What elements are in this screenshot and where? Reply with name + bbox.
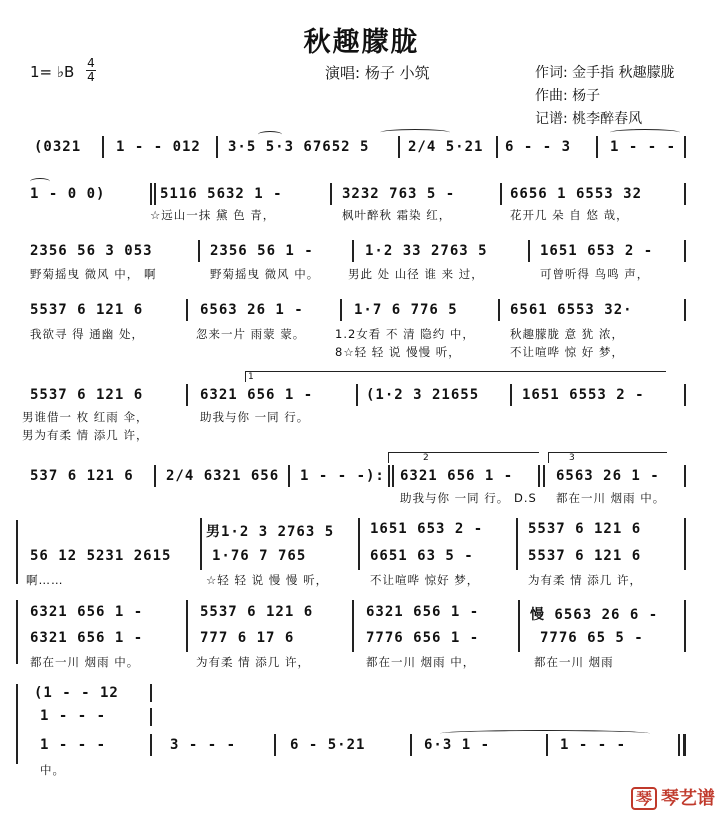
measure: 男1·2 3 2763 5 (206, 524, 335, 540)
repeat-end (388, 465, 390, 487)
measure: 1·7 6 776 5 (354, 302, 458, 318)
barline (330, 183, 332, 205)
measure: 1·76 7 765 (212, 548, 307, 564)
tie (440, 730, 650, 737)
barline (496, 136, 498, 158)
staff-brace (16, 520, 22, 584)
lyric: 都在一川 烟雨 中。 (556, 491, 666, 505)
tie (380, 129, 450, 136)
site-logo: 琴 琴艺谱 (631, 784, 715, 810)
measure: 6561 6553 32· (510, 302, 633, 318)
barline (358, 518, 360, 570)
lyric-verse2: 男为有柔 情 添几 许， (22, 428, 149, 442)
barline (684, 600, 686, 652)
lyric-verse2: 不让喧哗 惊 好 梦， (510, 345, 624, 359)
barline (684, 299, 686, 321)
measure: 6·3 1 - (424, 737, 491, 753)
measure: 537 6 121 6 (30, 468, 134, 484)
barline (200, 518, 202, 570)
barline (543, 465, 545, 487)
lyricist: 作词: 金手指 秋趣朦胧 (535, 65, 675, 81)
barline (538, 465, 540, 487)
barline (398, 136, 400, 158)
measure: 5116 5632 1 - (160, 186, 283, 202)
barline (186, 299, 188, 321)
transcriber: 记谱: 桃李醉春风 (535, 111, 643, 127)
barline (216, 136, 218, 158)
barline (510, 384, 512, 406)
measure: 6563 26 1 - (200, 302, 304, 318)
logo-mark-icon: 琴 (631, 787, 657, 810)
measure: 6 - - 3 (505, 139, 572, 155)
measure: 7776 656 1 - (366, 630, 480, 646)
measure: 2/4 6321 656 (166, 468, 280, 484)
barline (198, 240, 200, 262)
staff-brace (16, 600, 22, 664)
barline (150, 684, 152, 702)
measure: 56 12 5231 2615 (30, 548, 172, 564)
barline (274, 734, 276, 756)
measure: 7776 65 5 - (540, 630, 644, 646)
measure: 2356 56 3 053 (30, 243, 153, 259)
barline (102, 136, 104, 158)
volta-1: 1 (245, 371, 666, 382)
measure: 1·2 33 2763 5 (365, 243, 488, 259)
measure: 6321 656 1 - (200, 387, 314, 403)
barline (518, 600, 520, 652)
lyric: 助我与你 一同 行。 (200, 410, 310, 424)
lyric: 男此 处 山径 谁 来 过， (348, 267, 484, 281)
measure: 1 - - - (560, 737, 627, 753)
measure: 6656 1 6553 32 (510, 186, 643, 202)
lyric: 都在一川 烟雨 中， (366, 655, 476, 669)
lyric: 为有柔 情 添几 许， (196, 655, 310, 669)
volta-2: 2 (388, 452, 539, 463)
measure: 5537 6 121 6 (528, 548, 642, 564)
barline (150, 734, 152, 756)
lyric: 花开几 朵 自 悠 哉， (510, 208, 629, 222)
measure: 5537 6 121 6 (30, 387, 144, 403)
tie (30, 178, 50, 185)
measure: 6321 656 1 - (400, 468, 514, 484)
measure: 1651 653 2 - (370, 521, 484, 537)
lyric: 枫叶醉秋 霜染 红， (342, 208, 452, 222)
final-barline (678, 734, 680, 756)
final-barline (683, 734, 686, 756)
barline (684, 465, 686, 487)
measure: 6563 26 1 - (556, 468, 660, 484)
measure: 1 - - - (610, 139, 677, 155)
volta-3: 3 (548, 452, 667, 463)
barline (150, 708, 152, 726)
lyric: 都在一川 烟雨 中。 (30, 655, 140, 669)
barline (684, 136, 686, 158)
measure: 2356 56 1 - (210, 243, 314, 259)
barline (498, 299, 500, 321)
barline (410, 734, 412, 756)
singers: 演唱: 杨子 小筑 (325, 64, 430, 82)
barline (356, 384, 358, 406)
lyric: 男谁借一 枚 红雨 伞， (22, 410, 149, 424)
lyric: 野菊摇曳 微风 中。 (210, 267, 320, 281)
measure: (1·2 3 21655 (366, 387, 480, 403)
lyric: 我欲寻 得 通幽 处， (30, 327, 144, 341)
measure: 6651 63 5 - (370, 548, 474, 564)
barline (528, 240, 530, 262)
lyric: 啊…… (26, 573, 64, 587)
lyric: 忽来一片 雨蒙 蒙。 (196, 327, 306, 341)
measure: 5537 6 121 6 (528, 521, 642, 537)
measure: 5537 6 121 6 (200, 604, 314, 620)
lyric: 中。 (40, 763, 65, 777)
barline (684, 240, 686, 262)
repeat-start (154, 183, 156, 205)
measure: (0321 (34, 139, 82, 155)
barline (596, 136, 598, 158)
measure: 3232 763 5 - (342, 186, 456, 202)
lyric: 助我与你 一同 行。 D.S (400, 491, 537, 505)
barline (500, 183, 502, 205)
measure: 5537 6 121 6 (30, 302, 144, 318)
barline (352, 600, 354, 652)
composer: 作曲: 杨子 (535, 88, 601, 104)
measure: 3 - - - (170, 737, 237, 753)
lyric-verse2: 8☆轻 轻 说 慢慢 听， (335, 345, 461, 359)
measure: 1 - - - (40, 737, 107, 753)
measure: 6 - 5·21 (290, 737, 366, 753)
key-signature: 1= ♭B (30, 63, 75, 81)
measure: 3·5 5·3 67652 5 (228, 139, 370, 155)
measure: 1 - 0 0) (30, 186, 106, 202)
measure: 2/4 5·21 (408, 139, 484, 155)
barline (546, 734, 548, 756)
song-title: 秋趣朦胧 (303, 27, 420, 58)
lyric: 为有柔 情 添几 许， (528, 573, 642, 587)
time-signature (86, 58, 96, 83)
staff-brace (16, 684, 22, 764)
repeat-end (392, 465, 394, 487)
time-bottom: 4 (87, 70, 95, 84)
lyric: ☆远山一抹 黛 色 青， (150, 208, 276, 222)
measure: 1 - - -): (300, 468, 385, 484)
measure: 慢 6563 26 6 - (530, 607, 659, 623)
tie (610, 129, 680, 136)
barline (288, 465, 290, 487)
time-top: 4 (87, 56, 95, 70)
measure: 6321 656 1 - (366, 604, 480, 620)
barline (186, 600, 188, 652)
barline (684, 183, 686, 205)
lyric: 不让喧哗 惊好 梦， (370, 573, 480, 587)
measure: 1651 653 2 - (540, 243, 654, 259)
barline (684, 384, 686, 406)
barline (340, 299, 342, 321)
measure: 6321 656 1 - (30, 604, 144, 620)
measure: (1 - - 12 (34, 685, 119, 701)
measure: 1 - - - (40, 708, 107, 724)
measure: 777 6 17 6 (200, 630, 295, 646)
barline (516, 518, 518, 570)
repeat-start (150, 183, 152, 205)
measure: 6321 656 1 - (30, 630, 144, 646)
tie (258, 131, 282, 138)
barline (684, 518, 686, 570)
lyric: 都在一川 烟雨 (534, 655, 614, 669)
lyric: 可曾听得 鸟鸣 声， (540, 267, 650, 281)
barline (352, 240, 354, 262)
lyric: 1.2女看 不 清 隐约 中， (335, 327, 475, 341)
measure: 1 - - 012 (116, 139, 201, 155)
lyric: ☆轻 轻 说 慢 慢 听， (206, 573, 329, 587)
barline (154, 465, 156, 487)
measure: 1651 6553 2 - (522, 387, 645, 403)
barline (186, 384, 188, 406)
lyric: 野菊摇曳 微风 中， 啊 (30, 267, 157, 281)
lyric: 秋趣朦胧 意 犹 浓， (510, 327, 624, 341)
